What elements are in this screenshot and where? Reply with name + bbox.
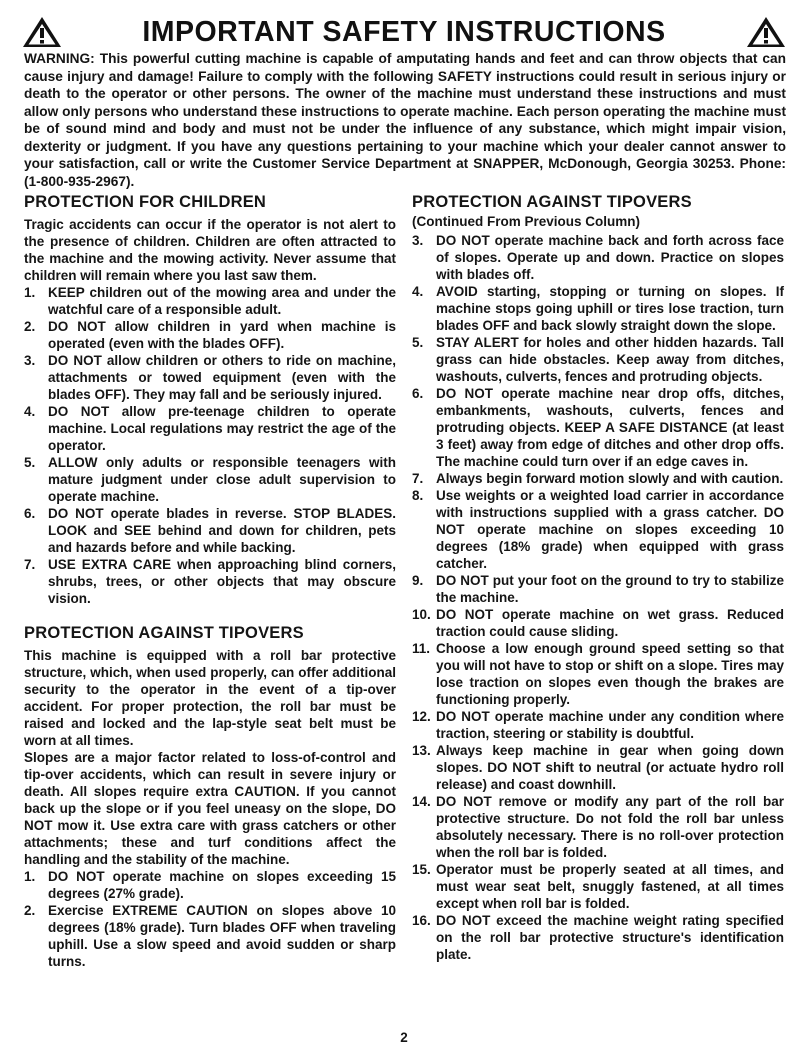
item-number: 1. <box>24 285 36 300</box>
tipovers-para-1: This machine is equipped with a roll bar protective structure, which, when used properly, can offer additional security to the operator in the event of a tip-over accident. For proper protection, the roll bar must be raised and locked and the lap-style seat belt must be worn at all times. <box>24 648 396 748</box>
item-text: Choose a low enough ground speed setting so that you will not have to stop or shift on a slope. Tires may lose traction on slopes even though the brakes are functioning properly. <box>436 641 784 707</box>
item-text: DO NOT operate blades in reverse. STOP BLADES. LOOK and SEE behind and down for children, pets and hazards before and while backing. <box>48 506 396 555</box>
item-number: 10. <box>412 607 431 622</box>
left-column <box>24 192 396 970</box>
warning-triangle-icon <box>746 16 786 48</box>
title-bar <box>22 15 786 49</box>
item-number: 9. <box>412 573 424 588</box>
item-text: DO NOT operate machine on wet grass. Reduced traction could cause sliding. <box>436 607 784 639</box>
list-item <box>412 487 784 572</box>
list-item <box>412 912 784 963</box>
item-text: DO NOT exceed the machine weight rating specified on the roll bar protective structure's identification plate. <box>436 913 784 962</box>
item-text: Operator must be properly seated at all times, and must wear seat belt, snuggly fastened, at all times except when roll bar is folded. <box>436 862 784 911</box>
tipovers-continued-heading: PROTECTION AGAINST TIPOVERS <box>412 193 692 211</box>
list-item <box>412 606 784 640</box>
item-text: USE EXTRA CARE when approaching blind corners, shrubs, trees, or other objects that may obscure vision. <box>48 557 396 606</box>
tipovers-list <box>24 868 396 970</box>
item-number: 1. <box>24 869 36 884</box>
page-number: 2 <box>400 1030 408 1045</box>
item-number: 13. <box>412 743 431 758</box>
item-number: 4. <box>412 284 424 299</box>
list-item <box>412 572 784 606</box>
item-text: Use weights or a weighted load carrier in accordance with instructions supplied with a grass catcher. DO NOT operate machine on slopes exceeding 10 degrees (18% grade) when equipped with grass catcher. <box>436 488 784 571</box>
item-text: Always begin forward motion slowly and with caution. <box>436 471 784 486</box>
item-number: 4. <box>24 404 36 419</box>
item-number: 3. <box>24 353 36 368</box>
list-item <box>412 385 784 470</box>
list-item <box>412 861 784 912</box>
list-item <box>412 334 784 385</box>
item-number: 2. <box>24 319 36 334</box>
item-text: AVOID starting, stopping or turning on slopes. If machine stops going uphill or tires lose traction, turn blades OFF and back slowly straight down the slope. <box>436 284 784 333</box>
item-number: 5. <box>24 455 36 470</box>
warning-intro: WARNING: This powerful cutting machine is capable of amputating hands and feet and can throw objects that can cause injury and damage! Failure to comply with the following SAFETY instructions could result in serious injury or death to the operator or other persons. The owner of the machine must understand these instructions and must allow only persons who understand these instructions to operate machine. Each person operating the machine must be of sound mind and body and must not be under the influence of any substance, which might impair vision, dexterity or judgment. If you have any questions pertaining to your machine which your dealer cannot answer to your satisfaction, call or write the Customer Service Department at SNAPPER, McDonough, Georgia 30253. Phone: (1-800-935-2967). <box>24 51 786 189</box>
list-item <box>24 556 396 607</box>
children-heading: PROTECTION FOR CHILDREN <box>24 193 267 211</box>
tipovers-heading: PROTECTION AGAINST TIPOVERS <box>24 624 304 642</box>
item-number: 5. <box>412 335 424 350</box>
continued-note: (Continued From Previous Column) <box>412 214 640 229</box>
item-text: DO NOT operate machine on slopes exceeding 15 degrees (27% grade). <box>48 869 396 901</box>
list-item <box>24 403 396 454</box>
item-text: DO NOT operate machine back and forth across face of slopes. Operate up and down. Practice on slopes with blades off. <box>436 233 784 282</box>
item-number: 6. <box>24 506 36 521</box>
item-text: DO NOT operate machine under any condition where traction, steering or stability is doubtful. <box>436 709 784 741</box>
item-number: 14. <box>412 794 431 809</box>
item-text: KEEP children out of the mowing area and under the watchful care of a responsible adult. <box>48 285 396 317</box>
list-item <box>24 505 396 556</box>
item-text: DO NOT allow children in yard when machine is operated (even with the blades OFF). <box>48 319 396 351</box>
children-intro: Tragic accidents can occur if the operator is not alert to the presence of children. Children are often attracted to the machine and the mowing activity. Never assume that children will remain where you last saw them. <box>24 217 396 283</box>
item-text: DO NOT allow pre-teenage children to operate machine. Local regulations may restrict the age of the operator. <box>48 404 396 453</box>
item-number: 7. <box>24 557 36 572</box>
list-item <box>412 742 784 793</box>
item-text: Always keep machine in gear when going down slopes. DO NOT shift to neutral (or actuate hydro roll release) and coast downhill. <box>436 743 784 792</box>
list-item <box>24 318 396 352</box>
item-number: 3. <box>412 233 424 248</box>
list-item <box>412 793 784 861</box>
item-number: 2. <box>24 903 36 918</box>
list-item <box>24 902 396 970</box>
item-number: 7. <box>412 471 424 486</box>
item-text: Exercise EXTREME CAUTION on slopes above 10 degrees (18% grade). Turn blades OFF when traveling uphill. Use a slow speed and avoid sudden or sharp turns. <box>48 903 396 969</box>
page-title: IMPORTANT SAFETY INSTRUCTIONS <box>142 16 666 48</box>
tipovers-para-2: Slopes are a major factor related to loss-of-control and tip-over accidents, which can result in severe injury or death. All slopes require extra CAUTION. If you cannot back up the slope or if you feel uneasy on the slope, DO NOT mow it. Use extra care with grass catchers or other attachments; these and turf conditions affect the handling and the stability of the machine. <box>24 750 396 867</box>
tipovers-continued-list <box>412 232 784 963</box>
list-item <box>24 454 396 505</box>
list-item <box>412 232 784 283</box>
list-item <box>412 283 784 334</box>
item-text: DO NOT put your foot on the ground to try to stabilize the machine. <box>436 573 784 605</box>
item-number: 11. <box>412 641 431 656</box>
item-text: DO NOT remove or modify any part of the roll bar protective structure. Do not fold the roll bar unless absolutely necessary. There is no roll-over protection when the roll bar is folded. <box>436 794 784 860</box>
item-text: DO NOT operate machine near drop offs, ditches, embankments, washouts, culverts, fences and protruding objects. KEEP A SAFE DISTANCE (at least 3 feet) away from edge of ditches and other drop offs. The machine could turn over if an edge caves in. <box>436 386 784 469</box>
item-text: DO NOT allow children or others to ride on machine, attachments or towed equipment (even with the blades OFF). They may fall and be seriously injured. <box>48 353 396 402</box>
list-item <box>24 868 396 902</box>
item-text: ALLOW only adults or responsible teenagers with mature judgment under close adult supervision to operate machine. <box>48 455 396 504</box>
children-list <box>24 284 396 607</box>
item-number: 15. <box>412 862 431 877</box>
list-item <box>412 708 784 742</box>
warning-triangle-icon <box>22 16 62 48</box>
list-item <box>24 284 396 318</box>
item-number: 12. <box>412 709 431 724</box>
list-item <box>24 352 396 403</box>
list-item <box>412 640 784 708</box>
right-column <box>412 192 784 963</box>
list-item <box>412 470 784 487</box>
item-number: 16. <box>412 913 431 928</box>
item-number: 8. <box>412 488 424 503</box>
item-number: 6. <box>412 386 424 401</box>
item-text: STAY ALERT for holes and other hidden hazards. Tall grass can hide obstacles. Keep away from ditches, washouts, culverts, fences and protruding objects. <box>436 335 784 384</box>
